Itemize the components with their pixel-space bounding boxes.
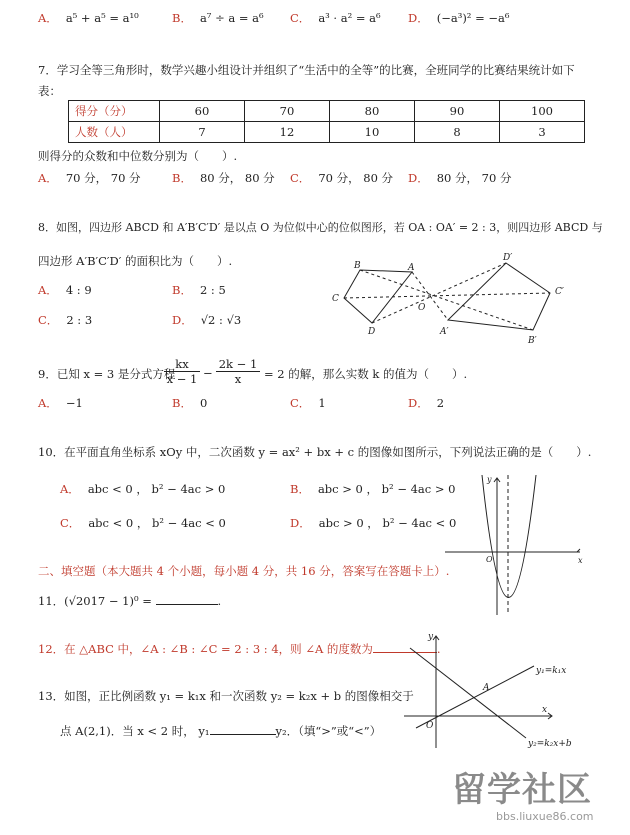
q9-suffix: = 2 的解，那么实数 k 的值为（ ）.	[264, 367, 468, 381]
q8-option-b: B． 2 : 5	[172, 283, 226, 297]
q10-option-c: C． abc < 0 ， b² − 4ac < 0	[60, 516, 226, 530]
q9-frac2-denominator: x	[234, 372, 242, 386]
watermark-sub: bbs.liuxue86.com	[496, 810, 594, 823]
label-a: A	[483, 683, 490, 693]
q7-stem-line2: 表：	[38, 84, 61, 98]
q13-text-b: y₂．（填“>”或“<”）	[275, 724, 382, 738]
label-o: O	[486, 555, 493, 564]
label-x: x	[542, 705, 548, 715]
table-header-count: 人数（人）	[69, 122, 160, 143]
watermark	[452, 770, 594, 823]
table-cell: 10	[330, 122, 415, 143]
label-d: D	[368, 327, 376, 337]
q7-option-d: D． 80 分， 70 分	[408, 171, 512, 185]
q8-stem-line2: 四边形 A′B′C′D′ 的面积比为（ ）.	[38, 254, 233, 268]
label-c: C	[332, 294, 339, 304]
q11-end: .	[217, 594, 222, 608]
q13-stem-line1: 13．如图，正比例函数 y₁ = k₁x 和一次函数 y₂ = k₂x + b 的图像相交于	[38, 689, 414, 703]
q10-option-d: D． abc > 0 ， b² − 4ac < 0	[290, 516, 457, 530]
label-o: O	[418, 303, 426, 313]
q13-stem-line2	[60, 723, 381, 739]
q8-option-a: A． 4 : 9	[38, 283, 92, 297]
q9-frac1-denominator: x − 1	[166, 372, 198, 386]
line-y1	[416, 666, 534, 728]
q12-text	[38, 641, 441, 657]
q13-text-a: 点 A(2,1)．当 x < 2 时， y₁	[60, 724, 210, 738]
watermark-main: 留学社区	[452, 770, 592, 810]
table-cell: 60	[160, 101, 245, 122]
q8-homothety-figure	[320, 248, 580, 348]
table-row	[69, 122, 585, 143]
quadrilateral-a2b2c2d2	[448, 263, 550, 330]
q6-option-d: D． (−a³)² = −a⁶	[408, 11, 510, 25]
q9-option-b: B． 0	[172, 396, 208, 410]
table-cell: 7	[160, 122, 245, 143]
q7-score-table	[68, 100, 585, 143]
table-cell: 100	[500, 101, 585, 122]
table-cell: 12	[245, 122, 330, 143]
q8-option-d: D． √2 : √3	[172, 313, 242, 327]
q9-minus: −	[203, 366, 213, 380]
q9-option-a: A． −1	[38, 396, 83, 410]
q8-option-c: C． 2 : 3	[38, 313, 93, 327]
label-c-prime: C′	[555, 287, 564, 297]
q9-frac2-numerator: 2k − 1	[216, 358, 260, 372]
q11-answer-blank[interactable]	[156, 594, 218, 605]
q13-linear-functions-figure	[402, 628, 602, 756]
label-y2-equation: y₂=k₂x+b	[528, 739, 572, 749]
q6-option-b: B． a⁷ ÷ a = a⁶	[172, 11, 264, 25]
table-cell: 3	[500, 122, 585, 143]
label-a-prime: A′	[440, 327, 449, 337]
table-header-score: 得分（分）	[69, 101, 160, 122]
label-y: y	[487, 475, 492, 484]
q9-prefix: 9．已知 x = 3 是分式方程	[38, 367, 176, 381]
table-cell: 80	[330, 101, 415, 122]
q10-stem: 10．在平面直角坐标系 xOy 中，二次函数 y = ax² + bx + c 的图像如图所示，下列说法正确的是（ ）.	[38, 445, 592, 459]
q10-parabola-figure	[440, 470, 590, 620]
q13-answer-blank[interactable]	[210, 724, 276, 735]
label-b: B	[354, 261, 361, 271]
q7-stem-line1: 7．学习全等三角形时，数学兴趣小组设计并组织了“生活中的全等”的比赛，全班同学的比赛结果统计如下	[38, 63, 575, 77]
label-y: y	[428, 632, 434, 642]
label-a: A	[408, 263, 415, 273]
parabola-curve	[482, 475, 536, 598]
table-cell: 8	[415, 122, 500, 143]
q8-stem-line1: 8．如图，四边形 ABCD 和 A′B′C′D′ 是以点 O 为位似中心的位似图形，若 OA : OA′ = 2 : 3，则四边形 ABCD 与	[38, 221, 603, 234]
q7-question: 则得分的众数和中位数分别为（ ）.	[38, 149, 238, 163]
q11-expression: 11．(√2017 − 1)⁰ =	[38, 594, 152, 608]
q9-fraction2	[216, 358, 260, 386]
section-two-heading: 二、填空题（本大题共 4 个小题，每小题 4 分，共 16 分，答案写在答题卡上）.	[38, 564, 450, 578]
label-d-prime: D′	[503, 253, 513, 263]
table-cell: 90	[415, 101, 500, 122]
table-cell: 70	[245, 101, 330, 122]
label-y1-equation: y₁=k₁x	[536, 666, 567, 676]
q10-option-b: B． abc > 0 ， b² − 4ac > 0	[290, 482, 456, 496]
q6-option-a: A． a⁵ + a⁵ = a¹⁰	[38, 11, 139, 25]
q7-option-a: A． 70 分， 70 分	[38, 171, 141, 185]
label-x: x	[578, 556, 583, 565]
q9-frac1-numerator: kx	[164, 358, 200, 372]
q7-option-b: B． 80 分， 80 分	[172, 171, 275, 185]
q7-option-c: C． 70 分， 80 分	[290, 171, 394, 185]
q12-expression: 12．在 △ABC 中，∠A : ∠B : ∠C = 2 : 3 : 4，则 ∠A 的度数为	[38, 642, 373, 656]
q9-option-c: C． 1	[290, 396, 326, 410]
q12-end: .	[436, 642, 441, 656]
label-b-prime: B′	[528, 336, 537, 346]
label-o: O	[426, 721, 434, 731]
q11-text	[38, 593, 221, 609]
q6-option-c: C． a³ · a² = a⁶	[290, 11, 381, 25]
table-row	[69, 101, 585, 122]
quadrilateral-abcd	[344, 270, 412, 323]
q10-option-a: A． abc < 0 ， b² − 4ac > 0	[60, 482, 226, 496]
q9-fraction1	[164, 358, 200, 386]
q9-option-d: D． 2	[408, 396, 445, 410]
